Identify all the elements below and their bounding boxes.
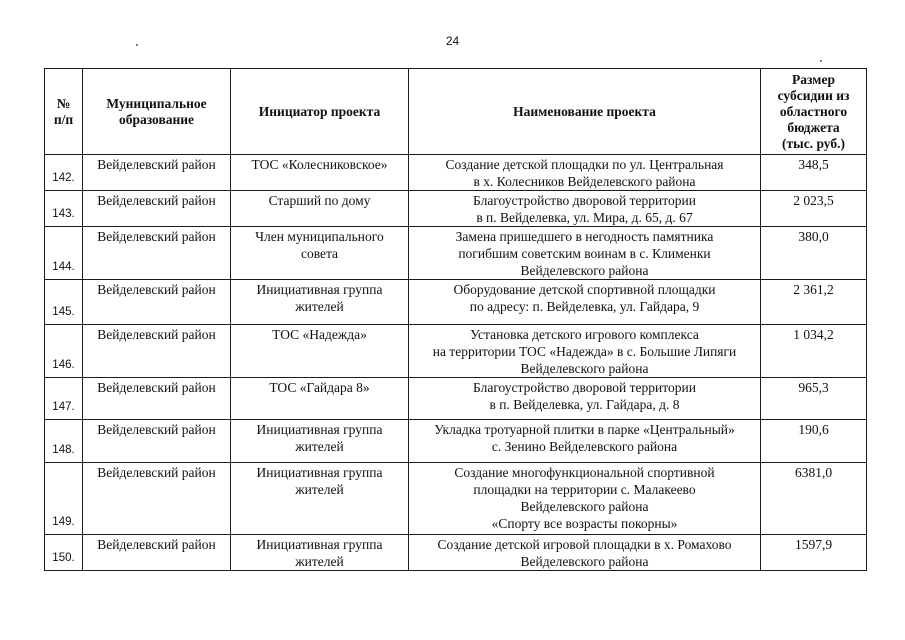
cell-initiator: Инициативная группа жителей xyxy=(231,463,409,535)
cell-project: Оборудование детской спортивной площадки по адресу: п. Вейделевка, ул. Гайдара, 9 xyxy=(409,280,761,325)
cell-municipality: Вейделевский район xyxy=(83,420,231,463)
cell-subsidy: 2 023,5 xyxy=(761,191,867,227)
cell-initiator: Старший по дому xyxy=(231,191,409,227)
cell-num: 147. xyxy=(45,378,83,420)
table-row xyxy=(45,463,867,535)
table-row xyxy=(45,535,867,571)
cell-project: Создание детской площадки по ул. Центральная в х. Колесников Вейделевского района xyxy=(409,155,761,191)
cell-subsidy: 965,3 xyxy=(761,378,867,420)
cell-subsidy: 1597,9 xyxy=(761,535,867,571)
cell-num: 150. xyxy=(45,535,83,571)
table-header xyxy=(45,69,867,155)
table-row xyxy=(45,378,867,420)
cell-num: 148. xyxy=(45,420,83,463)
cell-municipality: Вейделевский район xyxy=(83,155,231,191)
cell-subsidy: 380,0 xyxy=(761,227,867,280)
cell-municipality: Вейделевский район xyxy=(83,535,231,571)
cell-num: 143. xyxy=(45,191,83,227)
page-number: 24 xyxy=(445,34,460,48)
table-row xyxy=(45,191,867,227)
cell-subsidy: 2 361,2 xyxy=(761,280,867,325)
cell-initiator: Инициативная группа жителей xyxy=(231,535,409,571)
cell-subsidy: 348,5 xyxy=(761,155,867,191)
cell-num: 142. xyxy=(45,155,83,191)
cell-initiator: ТОС «Гайдара 8» xyxy=(231,378,409,420)
cell-initiator: Член муниципального совета xyxy=(231,227,409,280)
cell-project: Установка детского игрового комплекса на территории ТОС «Надежда» в с. Большие Липяги Вейделевского района xyxy=(409,325,761,378)
header-row xyxy=(45,69,867,155)
cell-project: Создание многофункциональной спортивной площадки на территории с. Малакеево Вейделевского района «Спорту все возрасты покорны» xyxy=(409,463,761,535)
cell-initiator: Инициативная группа жителей xyxy=(231,420,409,463)
header-municipality: Муниципальное образование xyxy=(83,69,231,155)
cell-municipality: Вейделевский район xyxy=(83,463,231,535)
cell-project: Благоустройство дворовой территории в п. Вейделевка, ул. Гайдара, д. 8 xyxy=(409,378,761,420)
cell-initiator: ТОС «Надежда» xyxy=(231,325,409,378)
scan-speck xyxy=(820,60,822,62)
scan-speck xyxy=(136,44,138,46)
cell-subsidy: 1 034,2 xyxy=(761,325,867,378)
cell-project: Замена пришедшего в негодность памятника погибшим советским воинам в с. Клименки Вейделевского района xyxy=(409,227,761,280)
cell-num: 144. xyxy=(45,227,83,280)
cell-municipality: Вейделевский район xyxy=(83,378,231,420)
cell-municipality: Вейделевский район xyxy=(83,227,231,280)
cell-initiator: Инициативная группа жителей xyxy=(231,280,409,325)
header-subsidy: Размер субсидии из областного бюджета (тыс. руб.) xyxy=(761,69,867,155)
cell-num: 149. xyxy=(45,463,83,535)
table-row xyxy=(45,155,867,191)
table-row xyxy=(45,325,867,378)
table-body xyxy=(45,155,867,571)
table-row xyxy=(45,420,867,463)
cell-subsidy: 190,6 xyxy=(761,420,867,463)
header-initiator: Инициатор проекта xyxy=(231,69,409,155)
cell-municipality: Вейделевский район xyxy=(83,325,231,378)
cell-num: 145. xyxy=(45,280,83,325)
subsidy-table xyxy=(44,68,867,571)
table-row xyxy=(45,280,867,325)
table-row xyxy=(45,227,867,280)
cell-municipality: Вейделевский район xyxy=(83,280,231,325)
header-project: Наименование проекта xyxy=(409,69,761,155)
cell-num: 146. xyxy=(45,325,83,378)
cell-project: Создание детской игровой площадки в х. Ромахово Вейделевского района xyxy=(409,535,761,571)
cell-project: Благоустройство дворовой территории в п. Вейделевка, ул. Мира, д. 65, д. 67 xyxy=(409,191,761,227)
cell-subsidy: 6381,0 xyxy=(761,463,867,535)
cell-initiator: ТОС «Колесниковское» xyxy=(231,155,409,191)
cell-project: Укладка тротуарной плитки в парке «Центральный» с. Зенино Вейделевского района xyxy=(409,420,761,463)
cell-municipality: Вейделевский район xyxy=(83,191,231,227)
header-num: № п/п xyxy=(45,69,83,155)
